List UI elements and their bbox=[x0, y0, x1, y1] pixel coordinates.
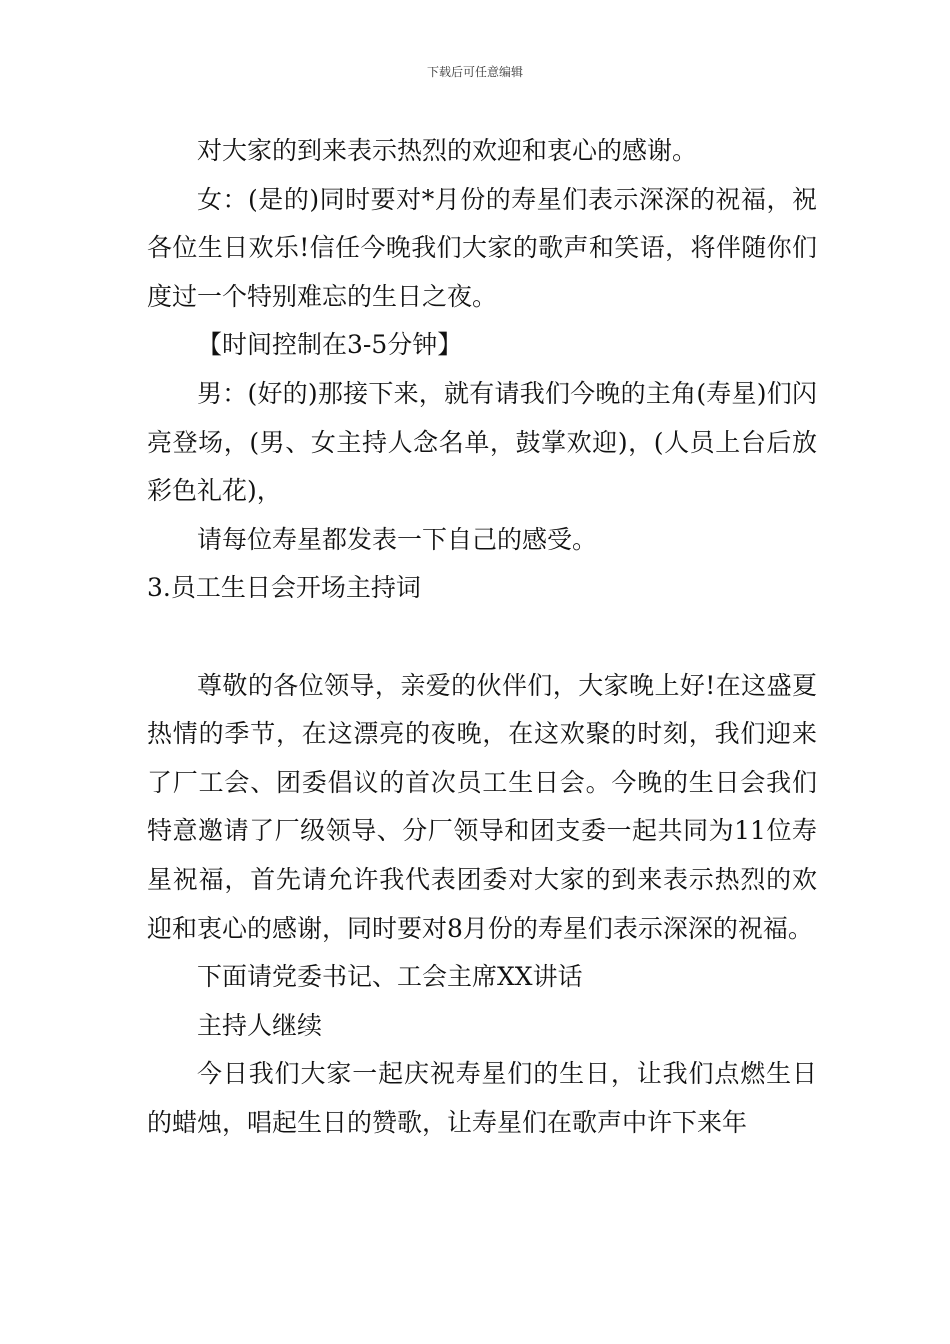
paragraph-host-continues: 主持人继续 bbox=[197, 1010, 323, 1040]
paragraph-time-control: 【时间控制在3-5分钟】 bbox=[197, 330, 463, 360]
section-heading: 3.员工生日会开场主持词 bbox=[147, 573, 421, 603]
paragraph-secretary-speech: 下面请党委书记、工会主席XX讲话 bbox=[197, 962, 583, 992]
paragraph-welcome-thanks: 对大家的到来表示热烈的欢迎和衷心的感谢。 bbox=[197, 136, 698, 165]
paragraph-birthday-stars-speech: 请每位寿星都发表一下自己的感受。 bbox=[197, 524, 598, 554]
document-body bbox=[147, 127, 817, 1147]
paragraph-opening-remarks: 尊敬的各位领导，亲爱的伙伴们，大家晚上好!在这盛夏热情的季节，在这漂亮的夜晚，在这欢聚的时刻，我们迎来了厂工会、团委倡议的首次员工生日会。今晚的生日会我们特意邀请了厂级领导、分厂领导和团支委一起共同为11位寿星祝福，首先请允许我代表团委对大家的到来表示热烈的欢迎和衷心的感谢，同时要对8月份的寿星们表示深深的祝福。 bbox=[147, 670, 817, 943]
blank-line bbox=[147, 613, 817, 662]
paragraph-celebration: 今日我们大家一起庆祝寿星们的生日，让我们点燃生日的蜡烛，唱起生日的赞歌，让寿星们在歌声中许下来年 bbox=[147, 1059, 817, 1137]
paragraph-female-host-blessing: 女：(是的)同时要对*月份的寿星们表示深深的祝福，祝各位生日欢乐!信任今晚我们大家的歌声和笑语，将伴随你们度过一个特别难忘的生日之夜。 bbox=[147, 184, 817, 311]
paragraph-male-host-introduction: 男：(好的)那接下来，就有请我们今晚的主角(寿星)们闪亮登场，(男、女主持人念名单，鼓掌欢迎)，(人员上台后放彩色礼花)， bbox=[147, 378, 817, 506]
page-header: 下载后可任意编辑 bbox=[426, 65, 523, 79]
